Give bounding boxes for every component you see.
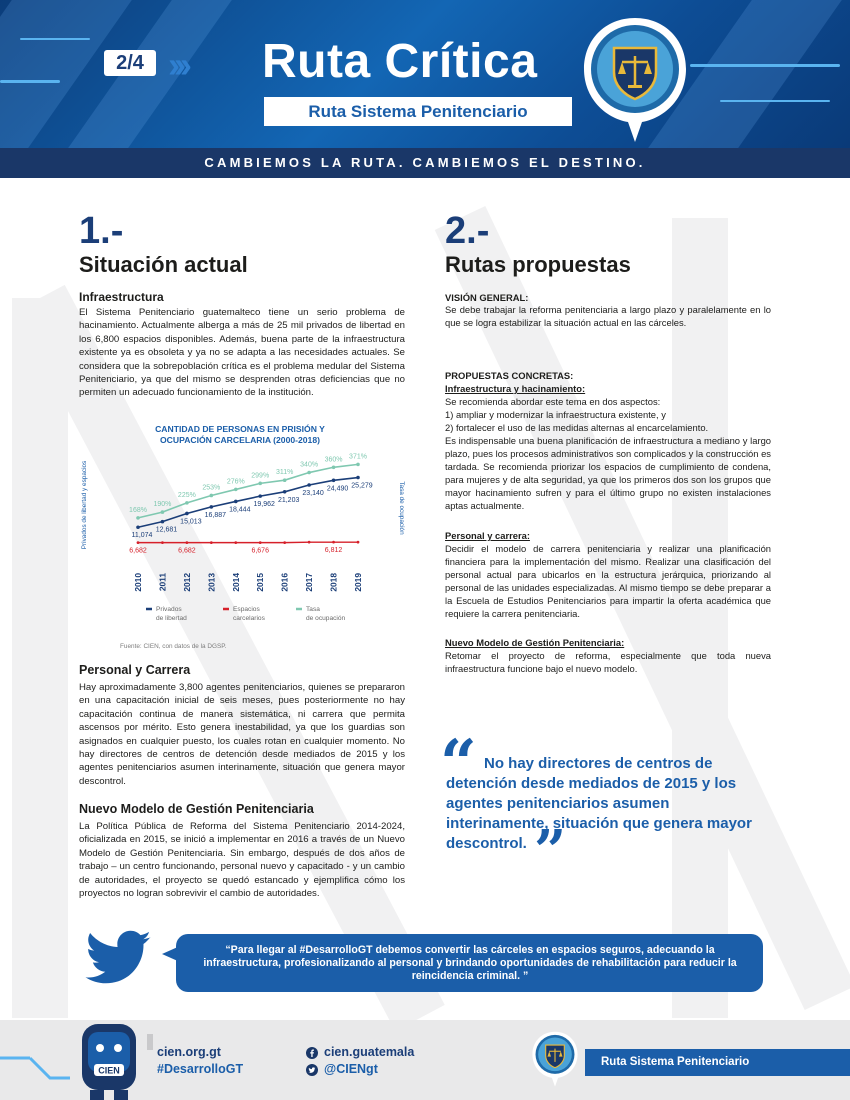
chart-label-privados-2016: 21,203	[277, 496, 300, 504]
chart-label-espacios-2012: 6,682	[178, 547, 196, 555]
chart-point-espacios-2017	[308, 541, 311, 544]
chart-label-privados-2019: 25,279	[351, 482, 373, 490]
personal-carrera-paragraph: Decidir el modelo de carrera penitenciaria y realizar una planificación financiera para la implementación del mismo. Realizar una clasificación del personal actual para ubicarlos en la estructura jerárquica, priorizando al personal de las unidades especializadas. Al mismo tiempo se debe preparar a la Escuela de Estudios Penitenciarios para impartir la oferta académica que requiere la carrera penitenciaria.	[445, 543, 771, 619]
vision-paragraph: Se debe trabajar la reforma penitenciaria a largo plazo y paralelamente en lo que se logra estabilizar la situación actual en las cárceles.	[445, 304, 771, 328]
chart-point-privados-2018	[332, 478, 336, 482]
chart-legend-label-0: Privados	[156, 606, 182, 613]
infraestructura-heading: Infraestructura	[79, 290, 164, 304]
facebook-icon	[306, 1047, 318, 1059]
page-title: Ruta Crítica	[262, 35, 538, 88]
chart-label-privados-2012: 15,013	[180, 518, 202, 526]
chart-point-tasa-2016	[283, 478, 287, 482]
chevron-arrows-icon: ›››	[168, 44, 186, 85]
chart-label-tasa-2012: 225%	[177, 491, 196, 499]
justice-scale-badge-icon	[580, 14, 690, 154]
chart-legend-label-2: Tasa	[306, 606, 320, 613]
chart-point-tasa-2019	[356, 463, 360, 467]
chart-point-espacios-2011	[161, 541, 164, 544]
chart-point-espacios-2010	[137, 541, 140, 544]
chart-label-tasa-2015: 299%	[251, 472, 270, 480]
chart-point-tasa-2013	[210, 494, 214, 498]
footer-twitter[interactable]: @CIENgt	[324, 1062, 378, 1076]
chart-label-privados-2018: 24,490	[326, 485, 349, 493]
chart-legend-label-1-cont: carcelarios	[233, 615, 265, 622]
chart-point-privados-2013	[210, 505, 214, 509]
chart-label-privados-2017: 23,140	[302, 490, 324, 498]
chart-point-privados-2019	[356, 476, 360, 480]
infra-intro: Se recomienda abordar este tema en dos aspectos:	[445, 396, 661, 407]
chart-point-privados-2011	[161, 520, 165, 524]
section2-title: Rutas propuestas	[445, 252, 631, 277]
chart-legend-label-1: Espacios	[233, 606, 260, 613]
infra-paragraph: Es indispensable una buena planificación de infraestructura a mediano y largo plazo, pues los procesos administrativos son complicados y la construcción es tardada. Se recomienda priorizar los espacios de cumplimiento de condena, para mujeres y de alta seguridad, ya que los primeros dos son los grupos que mayor hacinamiento sufren y para el último grupo no existen instalaciones aptas actualmente.	[445, 435, 771, 511]
personal-paragraph: Hay aproximadamente 3,800 agentes penitenciarios, quienes se prepararon en una capacitación inicial de seis meses, pues posteriormente no hay capacitación continua de manera sistemática, ni carrera que permita ascensos por mérito. Esto genera inestabilidad, ya que los guardias son asignados en cualquier puesto, los cuales rotan en cualquier momento. No hay directores de centros de detención desde mediados de 2015 y los agentes penitenciarios asumen interinamente, situación que genera mayor descontrol.	[79, 682, 405, 787]
section1-number: 1.-	[79, 210, 124, 252]
cien-mascot-logo	[74, 1018, 144, 1100]
chart-point-privados-2010	[136, 525, 140, 529]
slogan-bar	[0, 148, 850, 178]
chart-label-tasa-2014: 276%	[226, 478, 245, 486]
chart-x-tick-2014: 2014	[230, 573, 241, 592]
chart-label-espacios-2010: 6,682	[129, 547, 147, 555]
twitter-bird-icon	[86, 930, 152, 986]
chart-point-tasa-2015	[258, 482, 262, 486]
slogan-text: CAMBIEMOS LA RUTA. CAMBIEMOS EL DESTINO.	[204, 155, 646, 170]
chart-label-privados-2015: 19,962	[253, 501, 275, 509]
chart-legend-label-0-cont: de libertad	[156, 615, 187, 622]
chart-point-tasa-2011	[161, 510, 165, 514]
infraestructura-paragraph: El Sistema Penitenciario guatemalteco tiene un serio problema de hacinamiento. Actualmente alberga a más de 25 mil privados de libertad en los 6,800 espacios disponibles. Además, buena parte de la infraestructura existente ya es obsoleta y ya no se adapta a las necesidades actuales. Se considera que la sobrepoblación crítica es el problema medular del Sistema Penitenciario, ya que del mismo se desprenden otras deficiencias que no permiten un adecuado funcionamiento de la institución.	[79, 307, 405, 399]
modelo-proposal-paragraph: Retomar el proyecto de reforma, especialmente que toda nueva infraestructura funcione bajo el nuevo modelo.	[445, 650, 771, 674]
prison-occupancy-chart	[80, 420, 405, 652]
chart-source: Fuente: CIEN, con datos de la DGSP.	[120, 643, 227, 650]
section1-title: Situación actual	[79, 252, 248, 277]
modelo-subheading: Nuevo Modelo de Gestión Penitenciaria:	[445, 637, 625, 648]
chart-label-espacios-2015: 6,676	[251, 547, 269, 555]
chart-point-privados-2014	[234, 500, 238, 504]
footer-facebook[interactable]: cien.guatemala	[324, 1045, 415, 1059]
chart-point-espacios-2012	[185, 541, 188, 544]
chart-x-tick-2010: 2010	[133, 573, 143, 592]
footer-hashtag[interactable]: #DesarrolloGT	[157, 1062, 244, 1076]
chart-x-tick-2016: 2016	[279, 573, 290, 592]
chart-point-tasa-2014	[234, 488, 238, 492]
chart-x-tick-2019: 2019	[353, 573, 363, 592]
chart-title-line2: OCUPACIÓN CARCELARIA (2000-2018)	[160, 435, 320, 445]
chart-x-tick-2018: 2018	[328, 573, 339, 592]
pull-quote	[446, 754, 776, 854]
chart-point-privados-2016	[283, 490, 287, 494]
chart-point-tasa-2018	[332, 465, 336, 469]
chart-point-espacios-2013	[210, 541, 213, 544]
chart-label-privados-2013: 16,887	[204, 511, 227, 519]
chart-point-espacios-2019	[357, 541, 360, 544]
page-indicator: 2/4	[104, 50, 156, 76]
chart-point-privados-2015	[258, 494, 262, 498]
chart-label-espacios-2018: 6,812	[324, 547, 343, 555]
chart-title-line1: CANTIDAD DE PERSONAS EN PRISIÓN Y	[155, 424, 325, 434]
chart-label-tasa-2018: 360%	[324, 456, 343, 464]
chart-label-privados-2010: 11,074	[131, 532, 153, 540]
chart-x-tick-2013: 2013	[206, 573, 217, 592]
chart-y-axis-label-right: Tasa de ocupación	[398, 481, 405, 535]
infra-item-2: 2) fortalecer el uso de las medidas alternas al encarcelamiento.	[445, 422, 709, 433]
chart-label-privados-2014: 18,444	[229, 506, 251, 514]
pull-quote-text: No hay directores de centros de detención desde mediados de 2015 y los agentes penitenciarios asumen interinamente, situación que genera mayor descontrol.	[446, 755, 752, 852]
chart-point-espacios-2016	[283, 541, 286, 544]
chart-y-axis-label-left: Privados de libertad y espacios	[81, 460, 88, 550]
chart-x-tick-2012: 2012	[181, 573, 192, 592]
twitter-icon	[306, 1064, 318, 1076]
open-quote-icon: “	[440, 726, 477, 801]
footer-justice-badge-icon	[530, 1030, 580, 1092]
chart-point-privados-2012	[185, 512, 189, 516]
chart-x-tick-2011: 2011	[157, 573, 168, 592]
chart-point-espacios-2015	[259, 541, 262, 544]
personal-subheading: Personal y carrera:	[445, 530, 530, 541]
chart-label-privados-2011: 12,681	[155, 526, 178, 534]
chart-label-tasa-2017: 340%	[300, 461, 319, 469]
chart-x-tick-2017: 2017	[304, 573, 315, 592]
modelo-paragraph: La Política Pública de Reforma del Sistema Penitenciario 2014-2024, oficializada en 2015, se inició a implementar en 2016 a través de un Nuevo Modelo de Gestión Penitenciaria. Sin embargo, después de dos años de trabajo – un centro funcionando, personal nuevo y capacitado - y un cambio de autoridades, el proyecto se quedó estancado y ejemplifica cómo los proyectos no logran sobrevivir el cambio de autoridades.	[79, 821, 405, 900]
chart-label-tasa-2013: 253%	[202, 484, 221, 492]
chart-label-tasa-2011: 190%	[153, 501, 172, 509]
chart-label-tasa-2019: 371%	[349, 453, 367, 461]
footer-label-bar	[585, 1049, 850, 1076]
chart-label-tasa-2010: 168%	[129, 506, 147, 514]
tweet-text: “Para llegar al #DesarrolloGT debemos convertir las cárceles en espacios seguros, adecuando la infraestructura, profesionalizando al personal y brindando oportunidades de rehabilitación para reducir la reincidencia criminal. ”	[203, 944, 737, 982]
chart-point-tasa-2010	[136, 516, 140, 520]
section2-number: 2.-	[445, 210, 490, 252]
chart-point-tasa-2012	[185, 501, 189, 505]
footer-website[interactable]: cien.org.gt	[157, 1045, 221, 1059]
cien-logo-text: CIEN	[98, 1065, 120, 1076]
chart-label-tasa-2016: 311%	[275, 469, 294, 477]
chart-point-tasa-2017	[307, 471, 311, 475]
chart-point-espacios-2014	[234, 541, 237, 544]
close-quote-icon: ”	[534, 818, 567, 884]
page-subtitle: Ruta Sistema Penitenciario	[308, 102, 528, 121]
personal-heading: Personal y Carrera	[79, 663, 191, 677]
infra-item-1: 1) ampliar y modernizar la infraestructura existente, y	[445, 409, 666, 420]
chart-legend-label-2-cont: de ocupación	[306, 615, 346, 622]
subtitle-box	[264, 97, 572, 126]
propuestas-heading: PROPUESTAS CONCRETAS:	[445, 370, 574, 381]
speech-bubble-tail-icon	[160, 944, 180, 964]
vision-heading: VISIÓN GENERAL:	[445, 292, 529, 303]
chart-point-espacios-2018	[332, 541, 335, 544]
modelo-heading: Nuevo Modelo de Gestión Penitenciaria	[79, 802, 314, 816]
footer-bar-label: Ruta Sistema Penitenciario	[601, 1056, 750, 1068]
chart-point-privados-2017	[307, 483, 311, 487]
chart-x-tick-2015: 2015	[255, 573, 266, 592]
header	[0, 0, 850, 178]
infra-subheading: Infraestructura y hacinamiento:	[445, 383, 586, 394]
